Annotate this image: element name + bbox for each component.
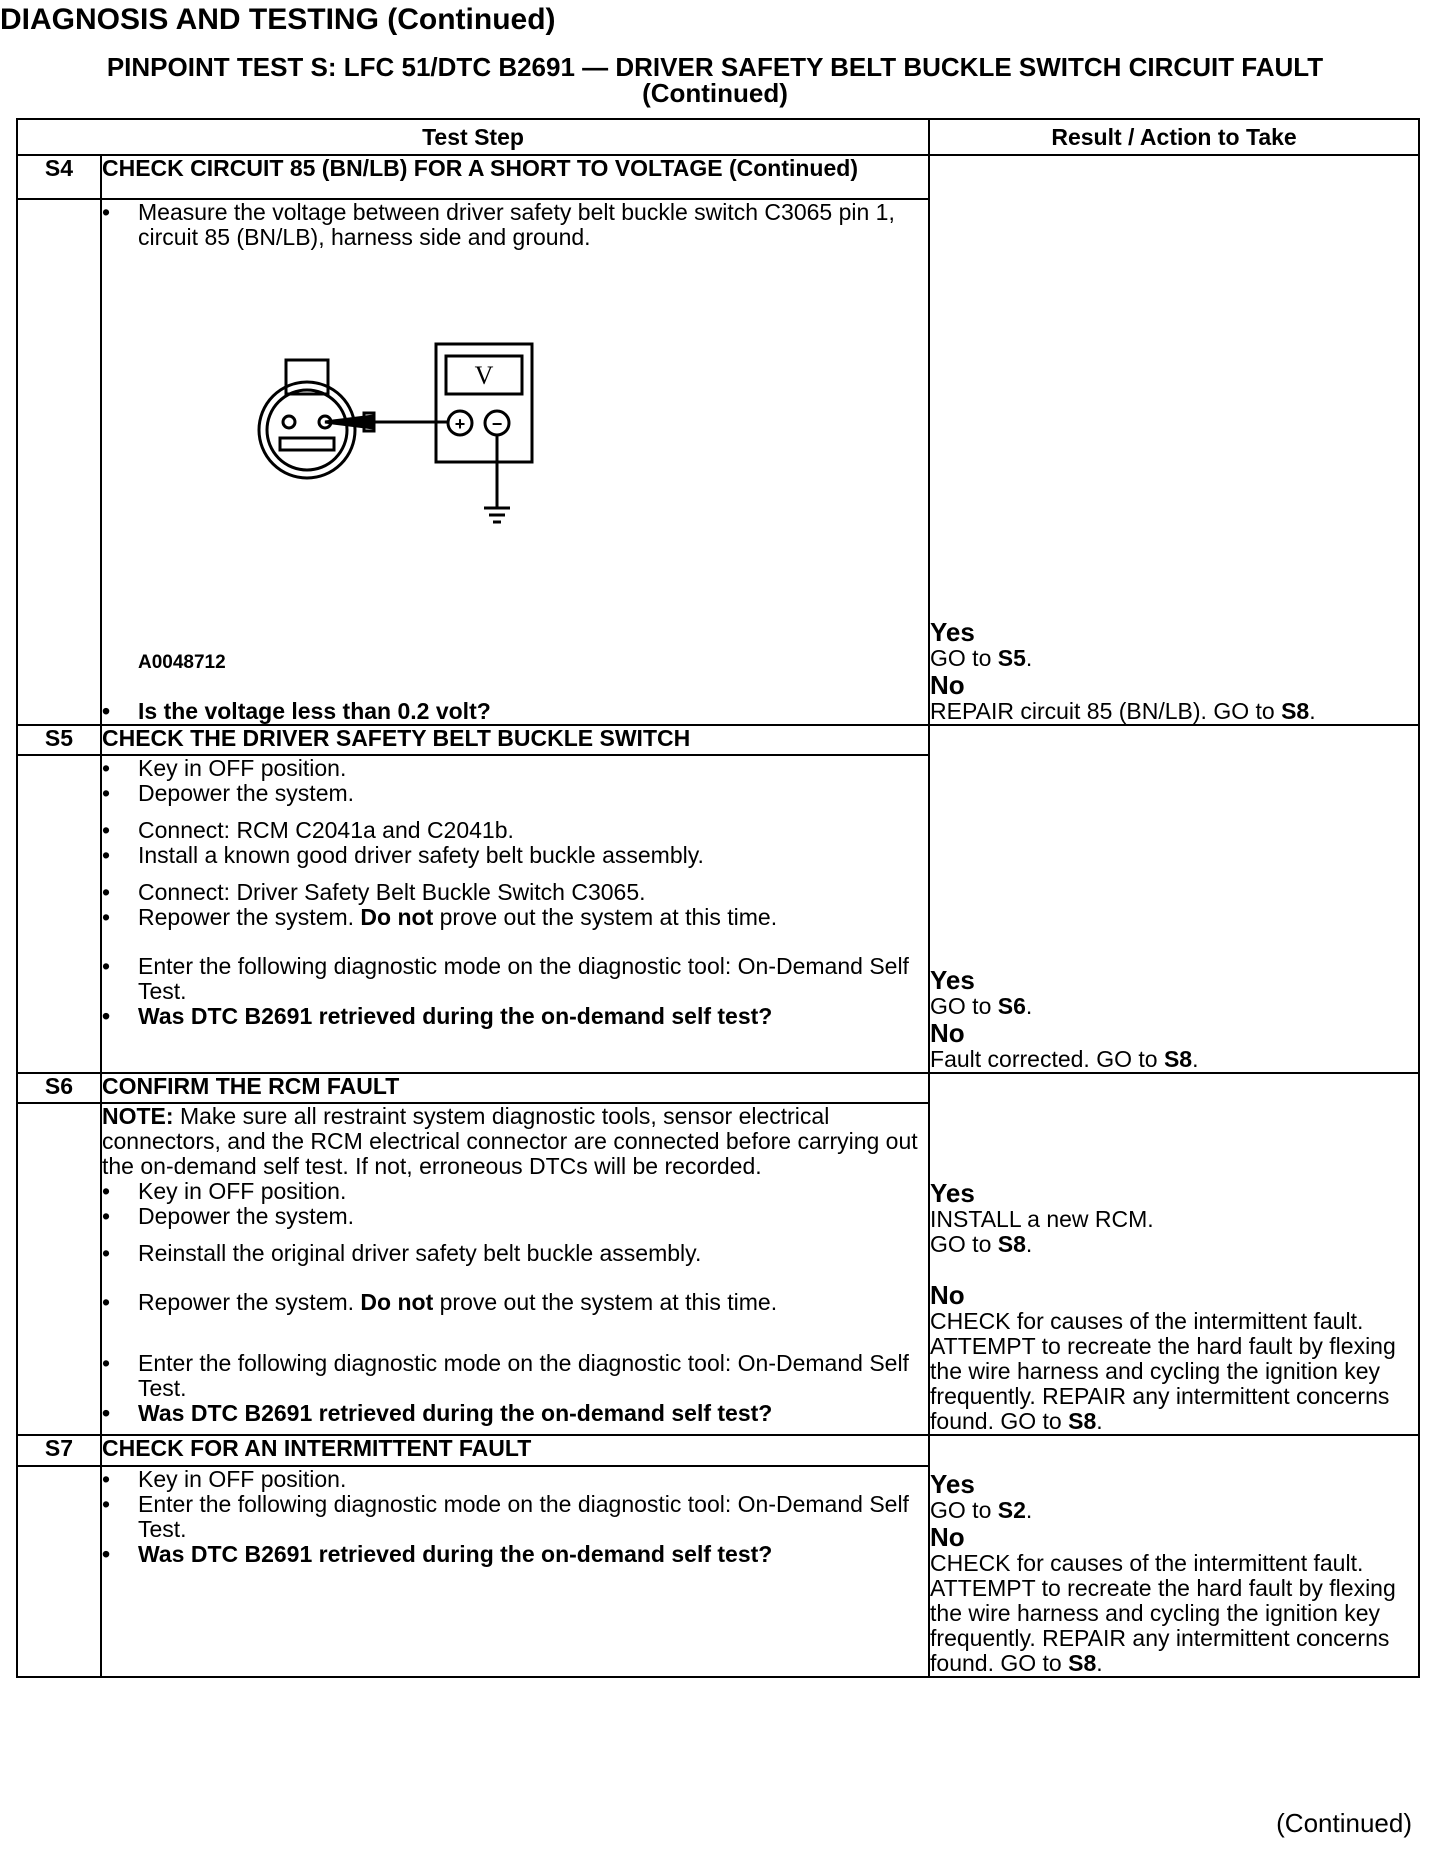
step-id-s5: S5 bbox=[17, 725, 101, 755]
step-body-s5 bbox=[101, 755, 929, 1073]
test-question: • Is the voltage less than 0.2 volt? bbox=[102, 699, 928, 724]
list-item: • Repower the system. Do not prove out the system at this time. bbox=[102, 1290, 928, 1315]
measurement-figure bbox=[102, 250, 928, 650]
list-item: • Measure the voltage between driver safety belt buckle switch C3065 pin 1, circuit 85 (BN/LB), harness side and ground. bbox=[102, 200, 928, 250]
result-yes-action: GO to S6. bbox=[930, 993, 1033, 1019]
step-body-s4 bbox=[101, 199, 929, 725]
result-no-action: REPAIR circuit 85 (BN/LB). GO to S8. bbox=[930, 698, 1316, 724]
test-question: • Was DTC B2691 retrieved during the on-demand self test? bbox=[102, 1004, 928, 1029]
step-title-s7: CHECK FOR AN INTERMITTENT FAULT bbox=[101, 1435, 929, 1466]
list-item: • Reinstall the original driver safety belt buckle assembly. bbox=[102, 1241, 928, 1266]
list-item: • Depower the system. bbox=[102, 1204, 928, 1229]
step-body-s7 bbox=[101, 1466, 929, 1677]
result-yes-label: Yes bbox=[930, 1469, 975, 1499]
result-s7 bbox=[929, 1435, 1419, 1677]
list-item: • Enter the following diagnostic mode on the diagnostic tool: On-Demand Self Test. bbox=[102, 954, 928, 1004]
result-yes-action: GO to S5. bbox=[930, 645, 1033, 671]
result-no-label: No bbox=[930, 1522, 965, 1552]
step-title-s5: CHECK THE DRIVER SAFETY BELT BUCKLE SWITCH bbox=[101, 725, 929, 755]
table-header-row bbox=[17, 119, 1419, 155]
result-no-action: CHECK for causes of the intermittent fault. ATTEMPT to recreate the hard fault by flexing the wire harness and cycling the ignition key frequently. REPAIR any intermittent concerns found. GO to S8. bbox=[930, 1308, 1396, 1434]
result-no-label: No bbox=[930, 1018, 965, 1048]
minus-sign: − bbox=[491, 414, 503, 434]
step-row-s5 bbox=[17, 725, 1419, 755]
step-title-s4: CHECK CIRCUIT 85 (BN/LB) FOR A SHORT TO VOLTAGE (Continued) bbox=[101, 155, 929, 199]
pinpoint-test-table bbox=[16, 118, 1420, 1678]
result-yes-label: Yes bbox=[930, 617, 975, 647]
list-item: • Enter the following diagnostic mode on the diagnostic tool: On-Demand Self Test. bbox=[102, 1351, 928, 1401]
pinpoint-test-title bbox=[0, 54, 1430, 106]
list-item: • Key in OFF position. bbox=[102, 1467, 928, 1492]
header-test-step: Test Step bbox=[17, 119, 929, 155]
result-yes-label: Yes bbox=[930, 965, 975, 995]
result-no-action: Fault corrected. GO to S8. bbox=[930, 1046, 1199, 1072]
step-id-s6: S6 bbox=[17, 1073, 101, 1103]
list-item: • Connect: RCM C2041a and C2041b. bbox=[102, 818, 928, 843]
result-s6 bbox=[929, 1073, 1419, 1435]
result-no-label: No bbox=[930, 1280, 965, 1310]
figure-id: A0048712 bbox=[138, 652, 226, 673]
list-item: • Install a known good driver safety belt buckle assembly. bbox=[102, 843, 928, 868]
step-row-s4 bbox=[17, 155, 1419, 199]
result-no-action: CHECK for causes of the intermittent fault. ATTEMPT to recreate the hard fault by flexing the wire harness and cycling the ignition key frequently. REPAIR any intermittent concerns found. GO to S8. bbox=[930, 1550, 1396, 1676]
result-no-label: No bbox=[930, 670, 965, 700]
result-yes-action: GO to S2. bbox=[930, 1497, 1033, 1523]
page-heading: DIAGNOSIS AND TESTING (Continued) bbox=[0, 3, 556, 36]
list-item: • Connect: Driver Safety Belt Buckle Switch C3065. bbox=[102, 880, 928, 905]
step-row-s6 bbox=[17, 1073, 1419, 1103]
list-item: • Depower the system. bbox=[102, 781, 928, 806]
step-body-s6 bbox=[101, 1103, 929, 1435]
subtitle-line-2: (Continued) bbox=[642, 78, 788, 108]
continued-footer: (Continued) bbox=[1276, 1808, 1412, 1838]
list-item: • Key in OFF position. bbox=[102, 1179, 928, 1204]
list-item: • Key in OFF position. bbox=[102, 756, 928, 781]
test-question: • Was DTC B2691 retrieved during the on-demand self test? bbox=[102, 1542, 928, 1567]
step-id-s7: S7 bbox=[17, 1435, 101, 1466]
note-text: NOTE: Make sure all restraint system diagnostic tools, sensor electrical connectors, and the RCM electrical connector are connected before carrying out the on-demand self test. If not, erroneous DTCs will be recorded. bbox=[102, 1103, 918, 1179]
step-title-s6: CONFIRM THE RCM FAULT bbox=[101, 1073, 929, 1103]
voltmeter-label: V bbox=[474, 361, 494, 390]
voltmeter-diagram bbox=[252, 330, 582, 570]
test-question: • Was DTC B2691 retrieved during the on-demand self test? bbox=[102, 1401, 928, 1426]
subtitle-line-1: PINPOINT TEST S: LFC 51/DTC B2691 — DRIVER SAFETY BELT BUCKLE SWITCH CIRCUIT FAULT bbox=[106, 52, 1324, 82]
result-yes-action: INSTALL a new RCM. bbox=[930, 1206, 1154, 1232]
connector-body bbox=[259, 382, 355, 478]
plus-sign: + bbox=[454, 414, 466, 434]
step-id-s4: S4 bbox=[17, 155, 101, 199]
result-s5 bbox=[929, 725, 1419, 1073]
list-item: • Repower the system. Do not prove out the system at this time. bbox=[102, 905, 928, 930]
result-yes-goto: GO to S8. bbox=[930, 1231, 1033, 1257]
result-yes-label: Yes bbox=[930, 1178, 975, 1208]
list-item: • Enter the following diagnostic mode on the diagnostic tool: On-Demand Self Test. bbox=[102, 1492, 928, 1542]
header-result-action: Result / Action to Take bbox=[929, 119, 1419, 155]
result-s4 bbox=[929, 155, 1419, 725]
step-row-s7 bbox=[17, 1435, 1419, 1466]
